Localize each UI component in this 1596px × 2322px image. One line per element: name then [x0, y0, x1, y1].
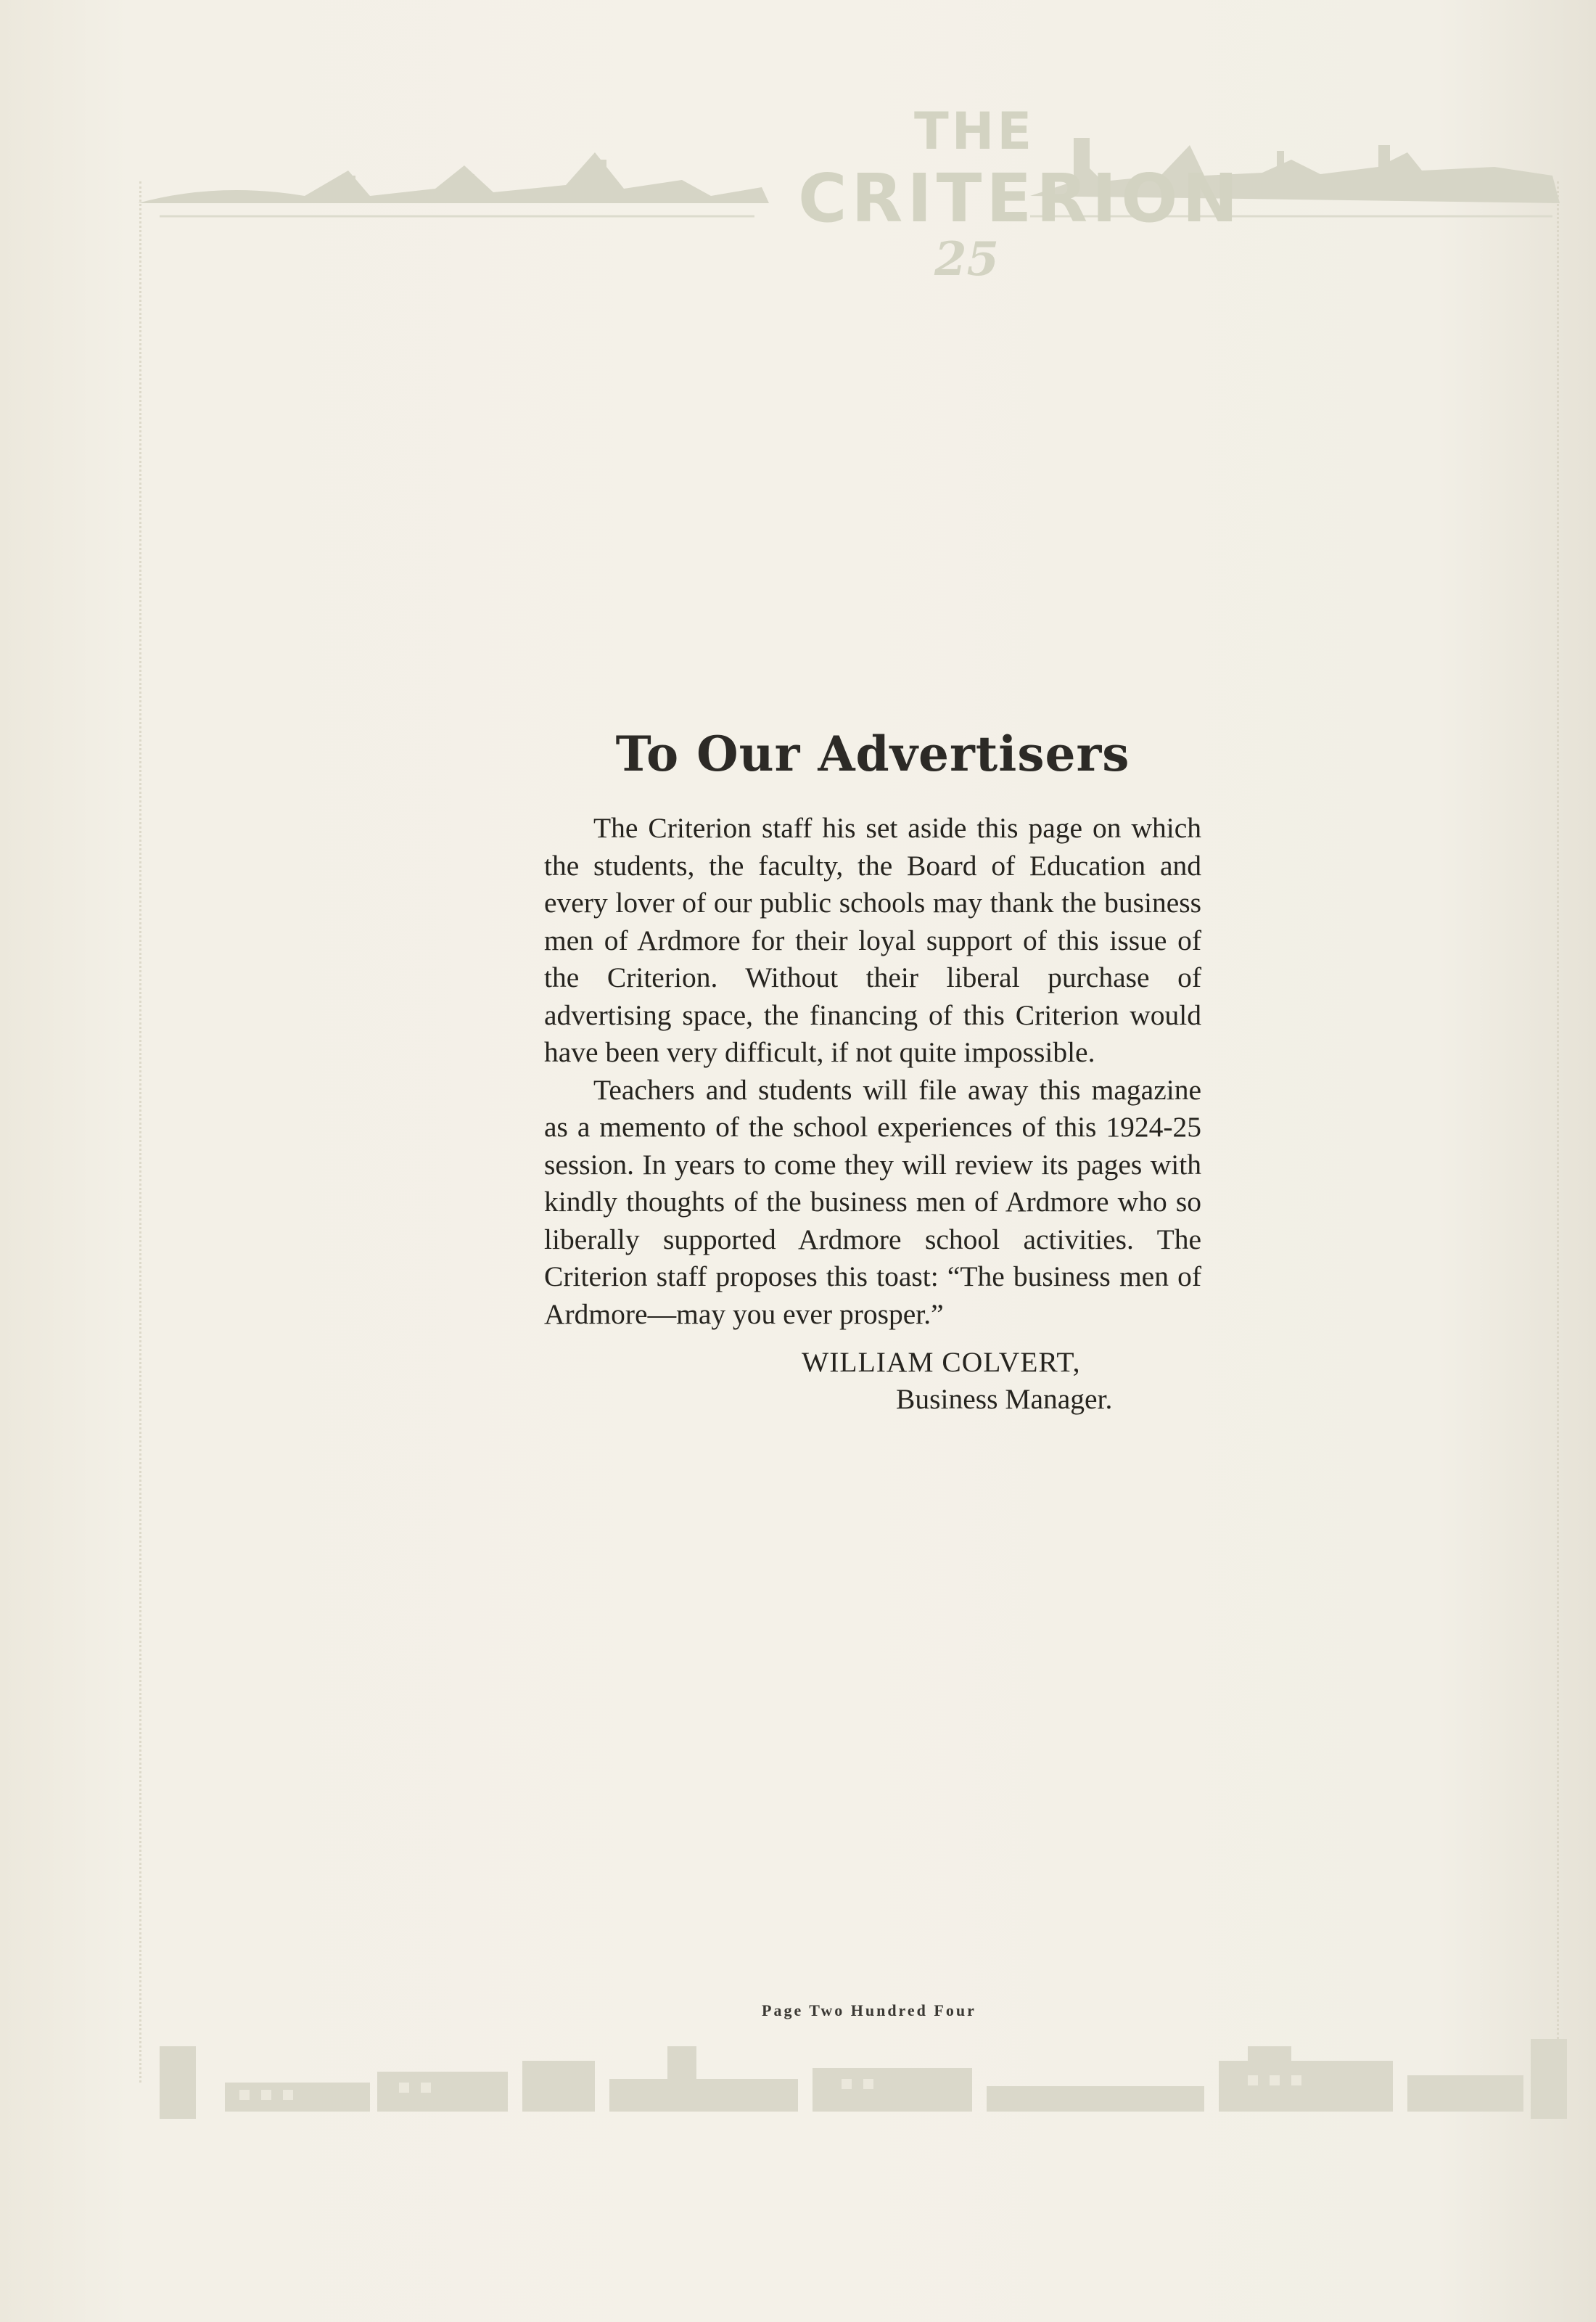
article — [544, 726, 1201, 1418]
left-border-ornament — [139, 181, 152, 2083]
signature-name: WILLIAM COLVERT, — [802, 1346, 1081, 1378]
page-number: Page Two Hundred Four — [762, 2001, 976, 2019]
masthead-title: CRITERION — [798, 160, 1243, 237]
article-paragraph-2: Teachers and students will file away this magazine as a memento of the school experiences of this 1924-25 session. In years to come they will review its pages with kindly thoughts of the business men of Ardmore who so liberally supported Ardmore school activities. The Criterion staff proposes this toast: “The business men of Ardmore—may you ever prosper.” — [544, 1073, 1201, 1330]
masthead-the-text: THE — [914, 102, 1035, 161]
masthead-year-mark: 25 — [934, 232, 1000, 287]
article-heading: To Our Advertisers — [615, 726, 1130, 782]
footer-buildings-illustration — [160, 2017, 1581, 2126]
masthead — [131, 94, 1567, 287]
right-border-ornament — [1557, 181, 1569, 2083]
signature-title: Business Manager. — [896, 1383, 1113, 1415]
signature-block — [544, 1344, 1201, 1418]
article-paragraph-1: The Criterion staff his set aside this page on which the students, the faculty, the Board of Education and every lover of our public schools may thank the business men of Ardmore for their loyal support of this issue of the Criterion. Without their liberal purchase of advertising space, the financing of this Criterion would have been very difficult, if not quite impossible. — [544, 812, 1201, 1068]
